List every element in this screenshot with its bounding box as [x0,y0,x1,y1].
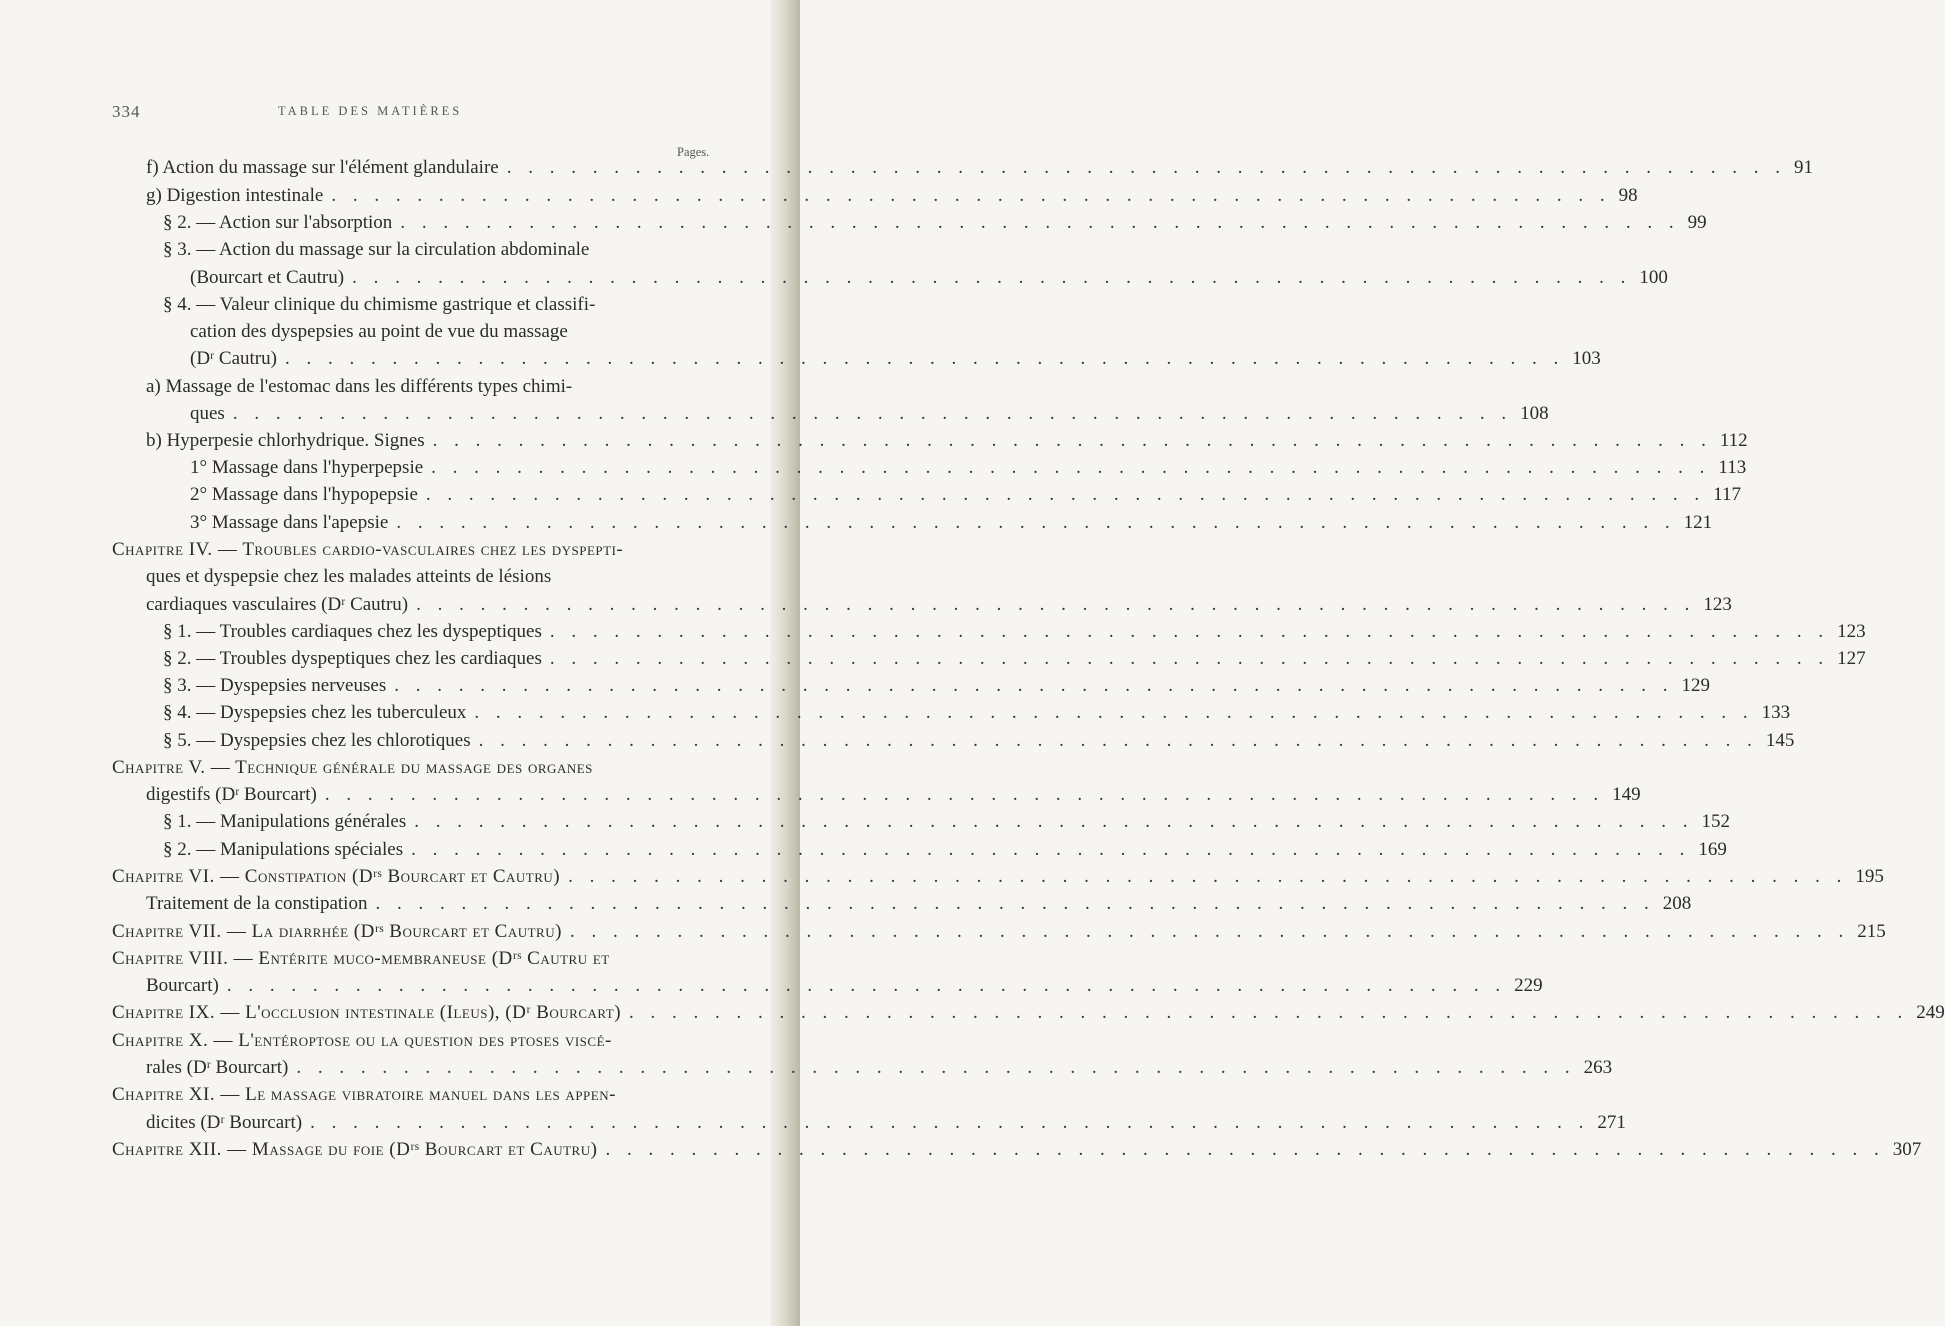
dot-leader: . . . . . . . . . . . . . . . . . . . . . . . . . . . . . . . . . . . . . . . . . . . . . . . . . . . . . . . . . . . . [352,267,1632,288]
dot-leader: . . . . . . . . . . . . . . . . . . . . . . . . . . . . . . . . . . . . . . . . . . . . . . . . . . . . . . . . . . . . [375,893,1655,914]
toc-entry-text: Chapitre V. — Technique générale du massage des organes [112,757,593,778]
toc-page-number: 117 [1713,484,1741,505]
dot-leader: . . . . . . . . . . . . . . . . . . . . . . . . . . . . . . . . . . . . . . . . . . . . . . . . . . . . . . . . . . . . [416,594,1696,615]
toc-entry [112,1002,1945,1031]
dot-leader: . . . . . . . . . . . . . . . . . . . . . . . . . . . . . . . . . . . . . . . . . . . . . . . . . . . . . . . . . . . . [432,430,1712,451]
toc-entry-text: (Dʳ Cautru) [190,348,277,369]
toc-entry [190,457,1747,486]
toc-entry [190,484,1741,513]
toc-entry-text: Chapitre VI. — Constipation (Dʳˢ Bourcart et Cautru) [112,866,561,887]
dot-leader: . . . . . . . . . . . . . . . . . . . . . . . . . . . . . . . . . . . . . . . . . . . . . . . . . . . . . . . . . . . . [331,185,1611,206]
dot-leader: . . . . . . . . . . . . . . . . . . . . . . . . . . . . . . . . . . . . . . . . . . . . . . . . . . . . . . . . . . . . [232,403,1513,424]
toc-entry-text: rales (Dʳ Bourcart) [146,1057,289,1078]
toc-entry [163,648,1866,677]
toc-page-number: 113 [1718,457,1747,478]
toc-entry [146,185,1638,214]
toc-entry [190,403,1549,432]
dot-leader: . . . . . . . . . . . . . . . . . . . . . . . . . . . . . . . . . . . . . . . . . . . . . . . . . . . . . . . . . . . . [605,1139,1885,1160]
toc-page-number: 129 [1681,675,1710,696]
toc-entry-text: Bourcart) [146,975,219,996]
toc-entry-text: Chapitre XII. — Massage du foie (Dʳˢ Bourcart et Cautru) [112,1139,598,1160]
toc-entry-text: Traitement de la constipation [146,893,368,914]
toc-entry [146,567,724,595]
dot-leader: . . . . . . . . . . . . . . . . . . . . . . . . . . . . . . . . . . . . . . . . . . . . . . . . . . . . . . . . . . . . [414,811,1694,832]
toc-entry [146,893,1692,922]
toc-entry-text: § 4. — Dyspepsies chez les tuberculeux [163,702,467,723]
toc-entry [146,377,724,405]
running-head: TABLE DES MATIÈRES [278,104,463,118]
dot-leader: . . . . . . . . . . . . . . . . . . . . . . . . . . . . . . . . . . . . . . . . . . . . . . . . . . . . . . . . . . . . [310,1112,1590,1133]
toc-entry [163,240,724,268]
toc-page-number: 123 [1703,594,1732,615]
toc-entry-text: § 1. — Troubles cardiaques chez les dyspeptiques [163,621,542,642]
dot-leader: . . . . . . . . . . . . . . . . . . . . . . . . . . . . . . . . . . . . . . . . . . . . . . . . . . . . . . . . . . . . [549,621,1830,642]
toc-entry-text: Chapitre VIII. — Entérite muco-membraneuse (Dʳˢ Cautru et [112,948,610,969]
toc-entry-text: g) Digestion intestinale [146,185,324,206]
dot-leader: . . . . . . . . . . . . . . . . . . . . . . . . . . . . . . . . . . . . . . . . . . . . . . . . . . . . . . . . . . . . [569,921,1850,942]
dot-leader: . . . . . . . . . . . . . . . . . . . . . . . . . . . . . . . . . . . . . . . . . . . . . . . . . . . . . . . . . . . . [474,702,1754,723]
toc-entry-text: § 2. — Action sur l'absorption [163,212,393,233]
dot-leader: . . . . . . . . . . . . . . . . . . . . . . . . . . . . . . . . . . . . . . . . . . . . . . . . . . . . . . . . . . . . [400,212,1680,233]
toc-page-number: 103 [1572,348,1601,369]
toc-entry-text: § 3. — Dyspepsies nerveuses [163,675,387,696]
dot-leader: . . . . . . . . . . . . . . . . . . . . . . . . . . . . . . . . . . . . . . . . . . . . . . . . . . . . . . . . . . . . [396,512,1676,533]
toc-page-number: 263 [1583,1057,1613,1078]
toc-entry-text: Chapitre IX. — L'occlusion intestinale (Ileus), (Dʳ Bourcart) [112,1002,622,1023]
toc-entry [163,811,1731,840]
toc-entry [163,621,1866,650]
toc-entry [112,1085,724,1113]
toc-entry-text: § 2. — Troubles dyspeptiques chez les cardiaques [163,648,542,669]
dot-leader: . . . . . . . . . . . . . . . . . . . . . . . . . . . . . . . . . . . . . . . . . . . . . . . . . . . . . . . . . . . . [478,730,1758,751]
toc-entry [146,1057,1613,1086]
toc-entry-text: § 3. — Action du massage sur la circulation abdominale [163,239,590,260]
toc-entry-text: § 4. — Valeur clinique du chimisme gastrique et classifi- [163,294,596,315]
toc-page-number: 99 [1687,212,1707,233]
toc-page-number: 98 [1618,185,1638,206]
toc-entry [112,921,1886,950]
toc-page-number: 215 [1857,921,1886,942]
toc-entry [112,758,724,786]
dot-leader: . . . . . . . . . . . . . . . . . . . . . . . . . . . . . . . . . . . . . . . . . . . . . . . . . . . . . . . . . . . . [324,784,1605,805]
toc-entry-text: cation des dyspepsies au point de vue du massage [190,321,568,342]
toc-page-number: 100 [1639,267,1668,288]
toc-entry [163,212,1707,241]
toc-entry-text: ques et dyspepsie chez les malades atteints de lésions [146,566,552,587]
toc-entry [146,430,1748,459]
toc-entry-text: 2° Massage dans l'hypopepsie [190,484,418,505]
toc-page-number: 108 [1520,403,1549,424]
toc-entry [146,1112,1626,1141]
dot-leader: . . . . . . . . . . . . . . . . . . . . . . . . . . . . . . . . . . . . . . . . . . . . . . . . . . . . . . . . . . . . [284,348,1565,369]
dot-leader: . . . . . . . . . . . . . . . . . . . . . . . . . . . . . . . . . . . . . . . . . . . . . . . . . . . . . . . . . . . . [226,975,1507,996]
toc-entry [190,267,1668,296]
toc-page-number: 307 [1892,1139,1922,1160]
toc-page-number: 112 [1719,430,1748,451]
toc-entry-text: dicites (Dʳ Bourcart) [146,1112,303,1133]
toc-entry [163,675,1710,704]
toc-entry-text: Chapitre X. — L'entéroptose ou la question des ptoses viscé- [112,1030,612,1051]
toc-page-number: 133 [1761,702,1791,723]
toc-page-number: 152 [1701,811,1731,832]
pages-column-label: Pages. [677,145,710,159]
toc-entry [163,839,1727,868]
toc-entry-text: 3° Massage dans l'apepsie [190,512,389,533]
toc-entry-text: f) Action du massage sur l'élément glandulaire [146,157,499,178]
toc-page-number: 195 [1855,866,1884,887]
dot-leader: . . . . . . . . . . . . . . . . . . . . . . . . . . . . . . . . . . . . . . . . . . . . . . . . . . . . . . . . . . . . [431,457,1711,478]
toc-entry-text: Chapitre IV. — Troubles cardio-vasculaires chez les dyspepti- [112,539,624,560]
toc-entry [146,975,1543,1004]
toc-entry-text: § 2. — Manipulations spéciales [163,839,404,860]
toc-entry [163,295,724,323]
dot-leader: . . . . . . . . . . . . . . . . . . . . . . . . . . . . . . . . . . . . . . . . . . . . . . . . . . . . . . . . . . . . [629,1002,1909,1023]
toc-page-number: 208 [1662,893,1692,914]
toc-entry-text: Chapitre VII. — La diarrhée (Dʳˢ Bourcart et Cautru) [112,921,562,942]
toc-entry-text: 1° Massage dans l'hyperpepsie [190,457,424,478]
toc-entry-text: ques [190,403,225,424]
toc-page-number: 121 [1683,512,1713,533]
toc-entry [163,730,1795,759]
toc-entry [163,702,1791,731]
toc-page-number: 249 [1916,1002,1945,1023]
toc-entry [190,512,1713,541]
toc-page-number: 149 [1612,784,1641,805]
toc-entry [112,866,1884,895]
dot-leader: . . . . . . . . . . . . . . . . . . . . . . . . . . . . . . . . . . . . . . . . . . . . . . . . . . . . . . . . . . . . [394,675,1674,696]
toc-entry-text: digestifs (Dʳ Bourcart) [146,784,317,805]
dot-leader: . . . . . . . . . . . . . . . . . . . . . . . . . . . . . . . . . . . . . . . . . . . . . . . . . . . . . . . . . . . . [411,839,1691,860]
toc-entry [146,594,1732,623]
page-number: 334 [112,102,141,121]
toc-entry-text: cardiaques vasculaires (Dʳ Cautru) [146,594,409,615]
toc-entry [146,157,1813,186]
dot-leader: . . . . . . . . . . . . . . . . . . . . . . . . . . . . . . . . . . . . . . . . . . . . . . . . . . . . . . . . . . . . [425,484,1706,505]
toc-page-number: 123 [1837,621,1866,642]
toc-entry [146,784,1641,813]
dot-leader: . . . . . . . . . . . . . . . . . . . . . . . . . . . . . . . . . . . . . . . . . . . . . . . . . . . . . . . . . . . . [549,648,1830,669]
toc-entry [112,1031,724,1059]
dot-leader: . . . . . . . . . . . . . . . . . . . . . . . . . . . . . . . . . . . . . . . . . . . . . . . . . . . . . . . . . . . . [296,1057,1576,1078]
toc-entry-text: § 1. — Manipulations générales [163,811,407,832]
toc-page-number: 229 [1514,975,1543,996]
toc-entry-text: a) Massage de l'estomac dans les différents types chimi- [146,376,573,397]
toc-entry [112,540,724,568]
toc-entry [190,348,1601,377]
toc-entry [190,322,724,350]
toc-page-number: 271 [1597,1112,1626,1133]
toc-entry [112,949,724,977]
toc-entry-text: (Bourcart et Cautru) [190,267,345,288]
toc-entry-text: Chapitre XI. — Le massage vibratoire manuel dans les appen- [112,1084,616,1105]
toc-page-number: 91 [1793,157,1813,178]
toc-page-number: 127 [1837,648,1866,669]
dot-leader: . . . . . . . . . . . . . . . . . . . . . . . . . . . . . . . . . . . . . . . . . . . . . . . . . . . . . . . . . . . . [506,157,1786,178]
toc-entry-text: § 5. — Dyspepsies chez les chlorotiques [163,730,471,751]
dot-leader: . . . . . . . . . . . . . . . . . . . . . . . . . . . . . . . . . . . . . . . . . . . . . . . . . . . . . . . . . . . . [568,866,1848,887]
toc-page-number: 145 [1765,730,1795,751]
toc-entry [112,1139,1922,1168]
toc-page-number: 169 [1698,839,1727,860]
toc-entry-text: b) Hyperpesie chlorhydrique. Signes [146,430,425,451]
